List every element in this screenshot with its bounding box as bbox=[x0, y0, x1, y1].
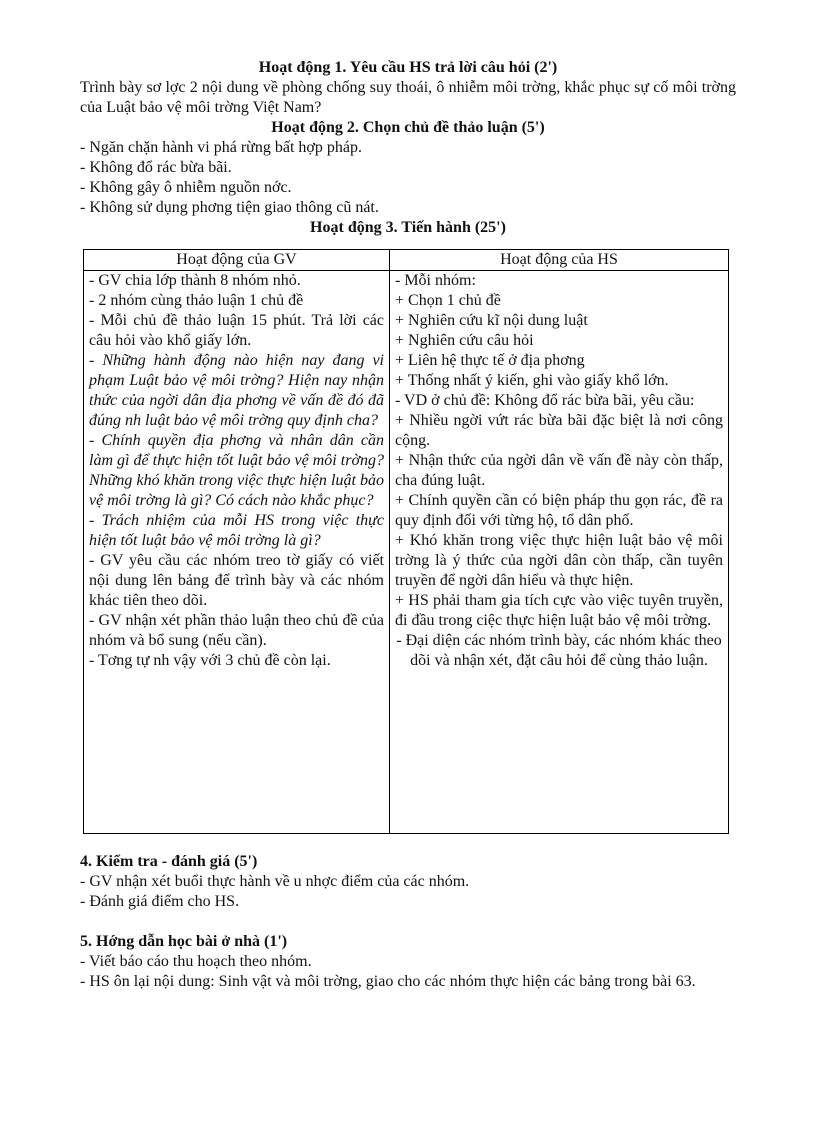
table-header-row bbox=[84, 250, 729, 271]
hs-line: + Nhiều ngời vứt rác bừa bãi đặc biệt là nơi công cộng. bbox=[395, 412, 723, 449]
hs-line: + Nghiên cứu kĩ nội dung luật bbox=[395, 312, 588, 329]
activity1-text: Trình bày sơ lợc 2 nội dung về phòng chống suy thoái, ô nhiễm môi trờng, khắc phục sự cố môi trờng của Luật bảo vệ môi trờng Việt Nam? bbox=[80, 79, 736, 116]
hs-line: - Đại diện các nhóm trình bày, các nhóm khác theo dõi và nhận xét, đặt câu hỏi để cùng thảo luận. bbox=[396, 632, 722, 669]
hs-line: + HS phải tham gia tích cực vào việc tuyên truyền, đi đầu trong ciệc thực hiện luật bảo vệ môi trờng. bbox=[395, 592, 723, 629]
gv-line: - GV chia lớp thành 8 nhóm nhỏ. bbox=[89, 272, 301, 289]
hs-line: + Nghiên cứu câu hỏi bbox=[395, 332, 534, 349]
section5-item: - HS ôn lại nội dung: Sinh vật và môi trờng, giao cho các nhóm thực hiện các bảng trong bài 63. bbox=[80, 973, 696, 990]
activity1-heading: Hoạt động 1. Yêu cầu HS trả lời câu hỏi (2') bbox=[258, 59, 558, 76]
gv-line: - Chính quyền địa phơng và nhân dân cần làm gì để thực hiện tốt luật bảo vệ môi trờng?Những khó khăn trong việc thực hiện luật bảo vệ môi trờng là gì? Có cách nào khắc phục? bbox=[89, 432, 384, 509]
activity-table bbox=[83, 249, 729, 834]
gv-line: - 2 nhóm cùng thảo luận 1 chủ đề bbox=[89, 292, 304, 309]
activity2-item: - Không gây ô nhiễm nguồn nớc. bbox=[80, 179, 292, 196]
hs-line: + Liên hệ thực tế ở địa phơng bbox=[395, 352, 585, 369]
section4-item: - GV nhận xét buổi thực hành về u nhợc điểm của các nhóm. bbox=[80, 873, 470, 890]
hs-line: - VD ở chủ đề: Không đổ rác bừa bãi, yêu cầu: bbox=[395, 392, 695, 409]
section4-item: - Đánh giá điểm cho HS. bbox=[80, 893, 240, 910]
section5-item: - Viết báo cáo thu hoạch theo nhóm. bbox=[80, 953, 312, 970]
hs-line: + Nhận thức của ngời dân về vấn đề này còn thấp, cha đúng luật. bbox=[395, 452, 723, 489]
activity3-heading: Hoạt động 3. Tiến hành (25') bbox=[310, 219, 506, 236]
gv-line: - Những hành động nào hiện nay đang vi phạm Luật bảo vệ môi trờng? Hiện nay nhận thức của ngời dân địa phơng về vấn đề đó đã đúng nh luật bảo vệ môi trờng quy định cha? bbox=[89, 352, 384, 429]
hs-activity-cell bbox=[390, 271, 729, 834]
activity2-heading: Hoạt động 2. Chọn chủ đề thảo luận (5') bbox=[271, 119, 545, 136]
gv-line: - Mỗi chủ đề thảo luận 15 phút. Trả lời các câu hỏi vào khổ giấy lớn. bbox=[89, 312, 384, 349]
hs-line: - Mỗi nhóm: bbox=[395, 272, 476, 289]
section5-title: 5. Hớng dẫn học bài ở nhà (1') bbox=[80, 933, 288, 950]
table-row bbox=[84, 271, 729, 834]
gv-line: - GV nhận xét phần thảo luận theo chủ đề của nhóm và bổ sung (nếu cần). bbox=[89, 612, 384, 649]
hs-line: + Chọn 1 chủ đề bbox=[395, 292, 501, 309]
hs-line: + Chính quyền cần có biện pháp thu gọn rác, đề ra quy định đối với từng hộ, tổ dân phố. bbox=[395, 492, 723, 529]
column-header-gv: Hoạt động của GV bbox=[84, 250, 390, 271]
gv-line: - GV yêu cầu các nhóm treo tờ giấy có viết nội dung lên bảng để trình bày và các nhóm khác tiên theo dõi. bbox=[89, 552, 384, 609]
hs-line: + Khó khăn trong việc thực hiện luật bảo vệ môi trờng là ý thức của ngời dân còn thấp, cần tuyên truyền để ngời dân hiểu và thực hiện. bbox=[395, 532, 723, 589]
gv-line: - Trách nhiệm của mỗi HS trong việc thực hiện tốt luật bảo vệ môi trờng là gì? bbox=[89, 512, 384, 549]
activity2-item: - Không sử dụng phơng tiện giao thông cũ nát. bbox=[80, 199, 379, 216]
activity2-item: - Không đổ rác bừa bãi. bbox=[80, 159, 232, 176]
section4-title: 4. Kiểm tra - đánh giá (5') bbox=[80, 853, 258, 870]
column-header-hs: Hoạt động của HS bbox=[390, 250, 729, 271]
document-page bbox=[80, 58, 736, 992]
hs-line: + Thống nhất ý kiến, ghi vào giấy khổ lớn. bbox=[395, 372, 669, 389]
activity2-item: - Ngăn chặn hành vi phá rừng bất hợp pháp. bbox=[80, 139, 362, 156]
gv-activity-cell bbox=[84, 271, 390, 834]
gv-line: - Tơng tự nh vậy với 3 chủ đề còn lại. bbox=[89, 652, 331, 669]
